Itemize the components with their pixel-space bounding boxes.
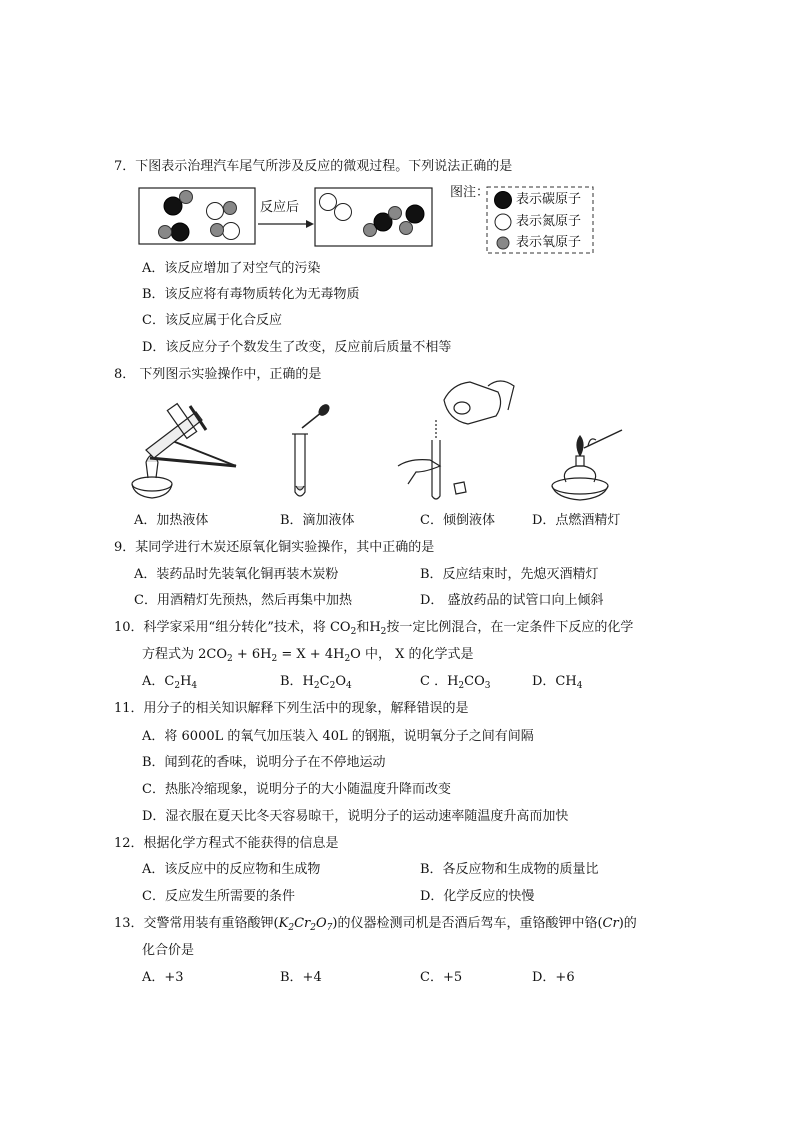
q8-option-c: C．倾倒液体 xyxy=(420,513,495,528)
oxygen-atom xyxy=(211,224,224,237)
q9-option-d: D． 盛放药品的试管口向上倾斜 xyxy=(420,593,604,608)
legend-oxygen-label: 表示氧原子 xyxy=(516,235,582,250)
oxygen-atom-legend xyxy=(497,237,509,249)
q8-option-b: B．滴加液体 xyxy=(280,513,355,528)
oxygen-atom xyxy=(400,222,413,235)
q13-option-a: A．+3 xyxy=(142,970,184,985)
q10-option-b: B．$H_2C_2O_4$ xyxy=(280,674,352,691)
q13-stem-line2: 化合价是 xyxy=(142,943,195,958)
arrow-label: 反应后 xyxy=(260,200,300,215)
carbon-atom xyxy=(164,197,182,215)
q9-stem: 9．某同学进行木炭还原氧化铜实验操作，其中正确的是 xyxy=(114,540,435,555)
legend-carbon-label: 表示碳原子 xyxy=(516,192,582,207)
q7-stem: 7．下图表示治理汽车尾气所涉及反应的微观过程。下列说法正确的是 xyxy=(114,159,513,174)
q11-option-b: B．闻到花的香味，说明分子在不停地运动 xyxy=(142,755,386,770)
q13-stem: 13．交警常用装有重铬酸钾$(K_2Cr_2O_7)$的仪器检测司机是否酒后驾车，重铬酸钾中铬(Cr)的 xyxy=(114,916,637,933)
q8-stem: 8． 下列图示实验操作中，正确的是 xyxy=(114,367,322,382)
nitrogen-atom-legend xyxy=(495,214,511,230)
nitrogen-atom xyxy=(335,204,352,221)
q13-option-b: B．+4 xyxy=(280,970,322,985)
q9-option-a: A．装药品时先装氧化铜再装木炭粉 xyxy=(134,567,339,582)
q12-option-c: C．反应发生所需要的条件 xyxy=(142,889,295,904)
q12-stem: 12．根据化学方程式不能获得的信息是 xyxy=(114,836,339,851)
q7-option-b: B．该反应将有毒物质转化为无毒物质 xyxy=(142,287,360,302)
carbon-atom xyxy=(374,213,392,231)
q11-stem: 11．用分子的相关知识解释下列生活中的现象，解释错误的是 xyxy=(114,701,469,716)
oxygen-atom xyxy=(224,202,237,215)
q7-option-d: D．该反应分子个数发生了改变，反应前后质量不相等 xyxy=(142,340,452,355)
q10-option-c: C ．$H_2CO_3$ xyxy=(420,674,491,691)
q13-option-d: D．+6 xyxy=(532,970,575,985)
q9-option-c: C．用酒精灯先预热，然后再集中加热 xyxy=(134,593,352,608)
q10-option-a: A．$C_2H_4$ xyxy=(142,674,198,691)
q8-option-d: D．点燃酒精灯 xyxy=(532,513,621,528)
q11-option-a: A．将 6000L 的氧气加压装入 40L 的钢瓶，说明氧分子之间有间隔 xyxy=(142,729,534,744)
oxygen-atom xyxy=(389,207,402,220)
q12-option-d: D．化学反应的快慢 xyxy=(420,889,535,904)
q13-option-c: C．+5 xyxy=(420,970,463,985)
carbon-atom xyxy=(406,205,424,223)
q9-option-b: B．反应结束时，先熄灭酒精灯 xyxy=(420,567,599,582)
carbon-atom-legend xyxy=(495,192,512,209)
q10-equation-line: 方程式为 $2CO_2 + 6H_2 = X + 4H_2O$ 中， X 的化学式是 xyxy=(142,647,474,664)
q11-option-c: C．热胀冷缩现象，说明分子的大小随温度升降而改变 xyxy=(142,782,451,797)
nitrogen-atom xyxy=(223,223,240,240)
lighting-alcohol-lamp-illustration xyxy=(552,430,622,500)
potassium-dichromate-formula: $K_2Cr_2O_7$ xyxy=(278,916,333,933)
oxygen-atom xyxy=(180,191,193,204)
legend-nitrogen-label: 表示氮原子 xyxy=(516,214,582,229)
oxygen-atom xyxy=(159,226,172,239)
q12-option-b: B．各反应物和生成物的质量比 xyxy=(420,862,599,877)
after-reaction-box xyxy=(315,188,432,246)
q12-option-a: A．该反应中的反应物和生成物 xyxy=(142,862,321,877)
nitrogen-atom xyxy=(320,194,337,211)
q8-option-a: A．加热液体 xyxy=(134,513,209,528)
dropping-liquid-illustration xyxy=(292,403,331,496)
before-reaction-box xyxy=(139,188,255,244)
legend-title: 图注： xyxy=(450,185,490,200)
heating-liquid-illustration xyxy=(132,404,236,498)
oxygen-atom xyxy=(364,224,377,237)
q11-option-d: D．湿衣服在夏天比冬天容易晾干，说明分子的运动速率随温度升高而加快 xyxy=(142,809,569,824)
q10-stem: 10．科学家采用“组分转化”技术，将 $CO_2$和$H_2$按一定比例混合，在一定条件下反应的化学 xyxy=(114,620,634,637)
q7-option-c: C．该反应属于化合反应 xyxy=(142,313,282,328)
q10-option-d: D．$CH_4$ xyxy=(532,674,583,691)
q7-option-a: A．该反应增加了对空气的污染 xyxy=(142,261,321,276)
pouring-liquid-illustration xyxy=(398,381,514,499)
carbon-atom xyxy=(171,223,189,241)
nitrogen-atom xyxy=(207,203,224,220)
